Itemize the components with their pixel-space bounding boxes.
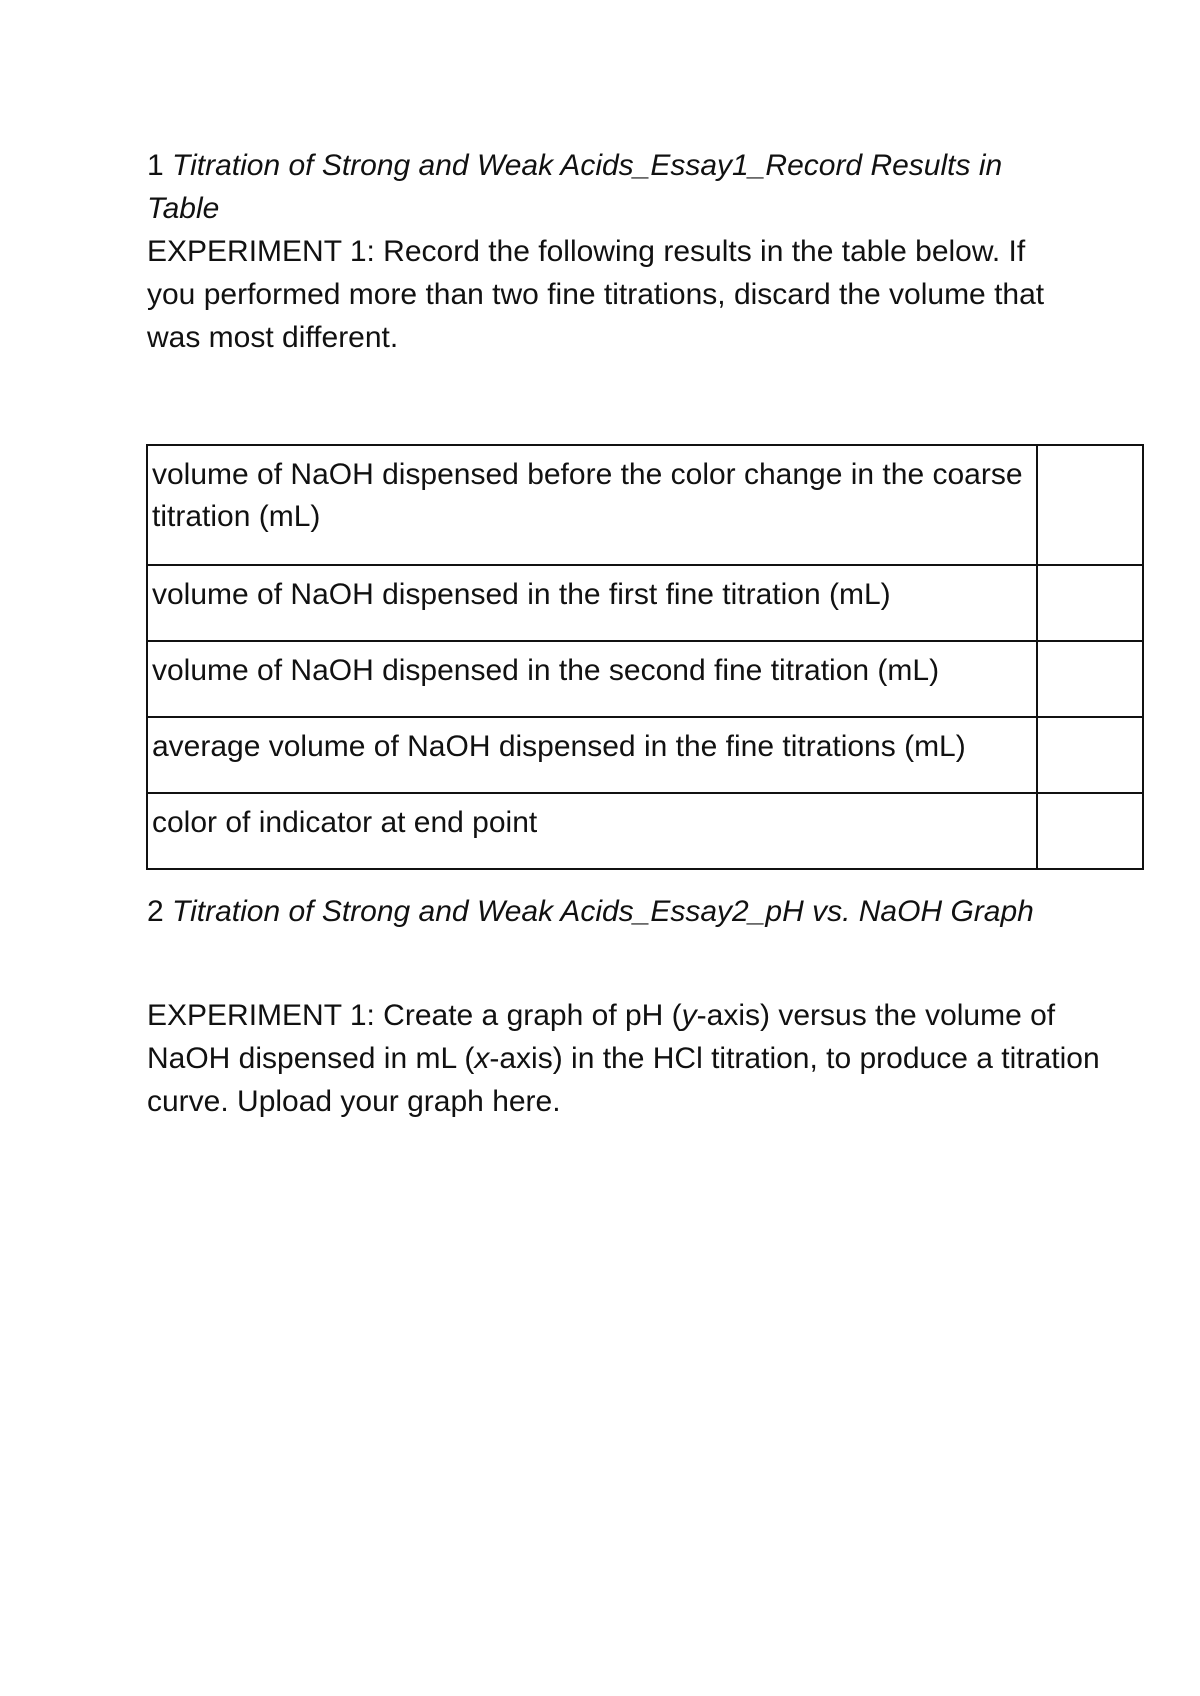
instructions-text-1: EXPERIMENT 1: Create a graph of pH ( (147, 999, 682, 1032)
question-2-heading (147, 890, 1077, 933)
table-row (147, 717, 1143, 793)
instructions-text-3: -axis) in the HCl titration, to produce a titration curve. Upload your graph here. (147, 1042, 1100, 1118)
table-row (147, 641, 1143, 717)
instructions-text-2: -axis) versus the volume of NaOH dispensed in mL ( (147, 999, 1056, 1075)
y-axis-variable: y (681, 999, 697, 1032)
question-1-instructions: EXPERIMENT 1: Record the following results in the table below. If you performed more than two fine titrations, discard the volume that was most different. (147, 235, 1045, 354)
row-value-cell[interactable] (1037, 445, 1143, 565)
question-1-heading (147, 144, 1077, 230)
table-row (147, 565, 1143, 641)
row-value-cell[interactable] (1037, 641, 1143, 717)
row-label: volume of NaOH dispensed before the color change in the coarse titration (mL) (147, 445, 1037, 565)
row-value-cell[interactable] (1037, 793, 1143, 869)
row-label: volume of NaOH dispensed in the second fine titration (mL) (147, 641, 1037, 717)
row-value-cell[interactable] (1037, 717, 1143, 793)
question-2-number: 2 (147, 895, 164, 928)
question-1-number: 1 (147, 149, 164, 182)
row-value-cell[interactable] (1037, 565, 1143, 641)
table-row (147, 445, 1143, 565)
question-1-title: Titration of Strong and Weak Acids_Essay1_Record Results in Table (147, 149, 1003, 225)
question-2-instructions (147, 994, 1107, 1123)
row-label: color of indicator at end point (147, 793, 1037, 869)
x-axis-variable: x (474, 1042, 490, 1075)
question-2-title: Titration of Strong and Weak Acids_Essay2_pH vs. NaOH Graph (172, 895, 1034, 928)
row-label: volume of NaOH dispensed in the first fine titration (mL) (147, 565, 1037, 641)
results-table (146, 444, 1144, 870)
table-row (147, 793, 1143, 869)
row-label: average volume of NaOH dispensed in the fine titrations (mL) (147, 717, 1037, 793)
